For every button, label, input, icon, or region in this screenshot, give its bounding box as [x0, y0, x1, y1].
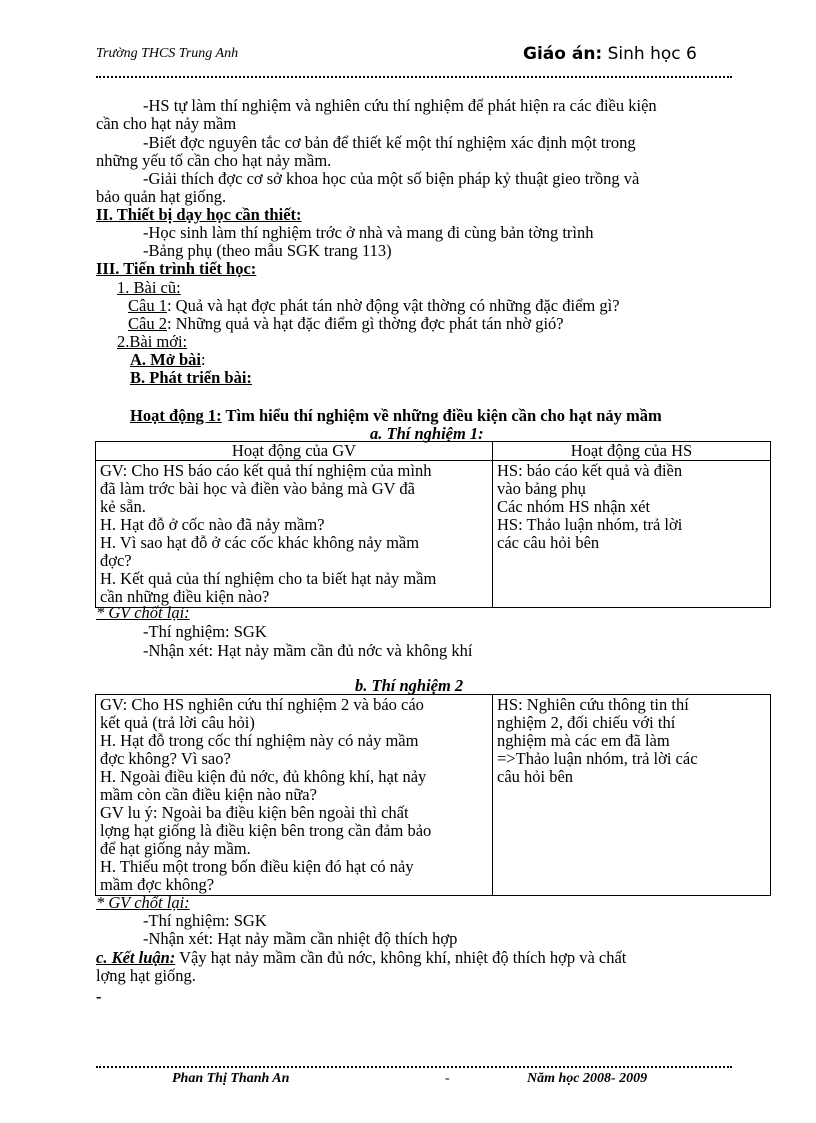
section2-item: -Học sinh làm thí nghiệm trớc ở nhà và mang đi cùng bản tờng trình	[143, 223, 594, 242]
section2-title: II. Thiết bị dạy học cần thiết:	[96, 205, 302, 224]
gv-line: cần những điều kiện nào?	[100, 587, 270, 606]
experiment-2-conclude-label: * GV chốt lại:	[96, 893, 190, 912]
gv-line: H. Kết quả của thí nghiệm cho ta biết hạt nảy mầm	[100, 569, 437, 588]
gv-line: GV: Cho HS nghiên cứu thí nghiệm 2 và báo cáo	[100, 695, 424, 714]
conclusion-line-2: lợng hạt giống.	[96, 966, 196, 985]
intro-line: -Biết đợc nguyên tắc cơ bản để thiết kế một thí nghiệm xác định một trong	[143, 133, 636, 152]
section2-item: -Bảng phụ (theo mẫu SGK trang 113)	[143, 241, 392, 260]
gv-line: kết quả (trả lời câu hỏi)	[100, 713, 255, 732]
column-header-gv: Hoạt động của GV	[96, 442, 493, 461]
hs-line: nghiệm 2, đối chiếu với thí	[497, 713, 676, 732]
hs-line: nghiệm mà các em đã làm	[497, 731, 670, 750]
old-lesson-label: 1. Bài cũ:	[117, 278, 181, 297]
gv-line: GV lu ý: Ngoài ba điều kiện bên ngoài thì chất	[100, 803, 409, 822]
experiment-1-conclude: -Thí nghiệm: SGK	[143, 622, 267, 641]
gv-line: mầm đợc không?	[100, 875, 215, 894]
intro-line: -Giải thích đợc cơ sở khoa học của một số biện pháp kỷ thuật gieo trồng và	[143, 169, 640, 188]
intro-heading-colon: :	[201, 350, 206, 369]
gv-line: lợng hạt giống là điều kiện bên trong cần đảm bảo	[100, 821, 432, 840]
hs-line: câu hỏi bên	[497, 767, 574, 786]
gv-line: H. Vì sao hạt đỗ ở các cốc khác không nảy mầm	[100, 533, 420, 552]
question-1-text: : Quả và hạt đợc phát tán nhờ động vật thờng có những đặc điểm gì?	[166, 296, 620, 315]
hs-line: HS: báo cáo kết quả và điền	[497, 461, 683, 480]
section3-title: III. Tiến trình tiết học:	[96, 259, 257, 278]
footer-year: Năm học 2008- 2009	[527, 1071, 648, 1086]
header-subject	[523, 44, 697, 64]
stray-dash: -	[96, 987, 102, 1006]
gv-activity-cell	[96, 461, 493, 608]
column-header-hs: Hoạt động của HS	[493, 442, 771, 461]
gv-line: H. Hạt đỗ ở cốc nào đã nảy mầm?	[100, 515, 325, 534]
gv-line: kẻ sẵn.	[100, 497, 146, 516]
conclusion-label: c. Kết luận:	[96, 948, 176, 967]
new-lesson-label: 2.Bài mới:	[117, 332, 188, 351]
gv-line: H. Ngoài điều kiện đủ nớc, đủ không khí, hạt nảy	[100, 767, 427, 786]
header-subject-name: Sinh học 6	[607, 44, 697, 64]
question-2-label: Câu 2	[128, 314, 167, 333]
intro-line: cần cho hạt nảy mầm	[96, 114, 237, 133]
footer-divider	[96, 1066, 732, 1068]
intro-heading	[130, 351, 206, 369]
question-1-label: Câu 1	[128, 296, 167, 315]
experiment-2-conclude: -Thí nghiệm: SGK	[143, 911, 267, 930]
experiment-1-table	[95, 441, 771, 608]
gv-line: H. Thiếu một trong bốn điều kiện đó hạt có nảy	[100, 857, 414, 876]
header-school: Trường THCS Trung Anh	[96, 46, 239, 61]
experiment-2-table	[95, 694, 771, 896]
question-2-text: : Những quả và hạt đặc điểm gì thờng đợc phát tán nhờ gió?	[166, 314, 564, 333]
footer-separator: -	[445, 1071, 450, 1086]
hs-activity-cell	[493, 695, 771, 896]
experiment-1-conclude: -Nhận xét: Hạt nảy mầm cần đủ nớc và không khí	[143, 641, 473, 660]
development-heading: B. Phát triển bài:	[130, 368, 252, 387]
question-2	[128, 315, 564, 333]
gv-activity-cell	[96, 695, 493, 896]
hs-line: HS: Nghiên cứu thông tin thí	[497, 695, 689, 714]
activity-text: Tìm hiểu thí nghiệm về những điều kiện cần cho hạt nảy mầm	[221, 406, 662, 425]
gv-line: đợc?	[100, 551, 132, 570]
hs-line: các câu hỏi bên	[497, 533, 600, 552]
hs-line: =>Thảo luận nhóm, trả lời các	[497, 749, 698, 768]
experiment-2-conclude: -Nhận xét: Hạt nảy mầm cần nhiệt độ thích hợp	[143, 929, 458, 948]
question-1	[128, 297, 620, 315]
hs-activity-cell	[493, 461, 771, 608]
gv-line: H. Hạt đỗ trong cốc thí nghiệm này có nảy mầm	[100, 731, 419, 750]
experiment-1-title: a. Thí nghiệm 1:	[370, 424, 484, 443]
hs-line: vào bảng phụ	[497, 479, 586, 498]
intro-heading-label: A. Mở bài	[130, 350, 202, 369]
gv-line: mầm còn cần điều kiện nào nữa?	[100, 785, 317, 804]
intro-line: bảo quản hạt giống.	[96, 187, 227, 206]
experiment-1-conclude-label: * GV chốt lại:	[96, 603, 190, 622]
intro-line: -HS tự làm thí nghiệm và nghiên cứu thí nghiệm để phát hiện ra các điều kiện	[143, 96, 657, 115]
conclusion	[96, 949, 626, 967]
header-divider	[96, 76, 732, 78]
conclusion-text: Vậy hạt nảy mầm cần đủ nớc, không khí, nhiệt độ thích hợp và chất	[175, 948, 627, 967]
gv-line: để hạt giống nảy mầm.	[100, 839, 251, 858]
gv-line: đã làm trớc bài học và điền vào bảng mà GV đã	[100, 479, 415, 498]
hs-line: HS: Thảo luận nhóm, trả lời	[497, 515, 683, 534]
activity-heading	[130, 407, 662, 425]
experiment-2-title: b. Thí nghiệm 2	[355, 676, 464, 695]
gv-line: GV: Cho HS báo cáo kết quả thí nghiệm của mình	[100, 461, 432, 480]
intro-line: những yếu tố cần cho hạt nảy mầm.	[96, 151, 332, 170]
gv-line: đợc không? Vì sao?	[100, 749, 231, 768]
footer-author: Phan Thị Thanh An	[172, 1071, 290, 1086]
header-label: Giáo án:	[523, 44, 603, 64]
hs-line: Các nhóm HS nhận xét	[497, 497, 651, 516]
activity-label: Hoạt động 1:	[130, 406, 222, 425]
